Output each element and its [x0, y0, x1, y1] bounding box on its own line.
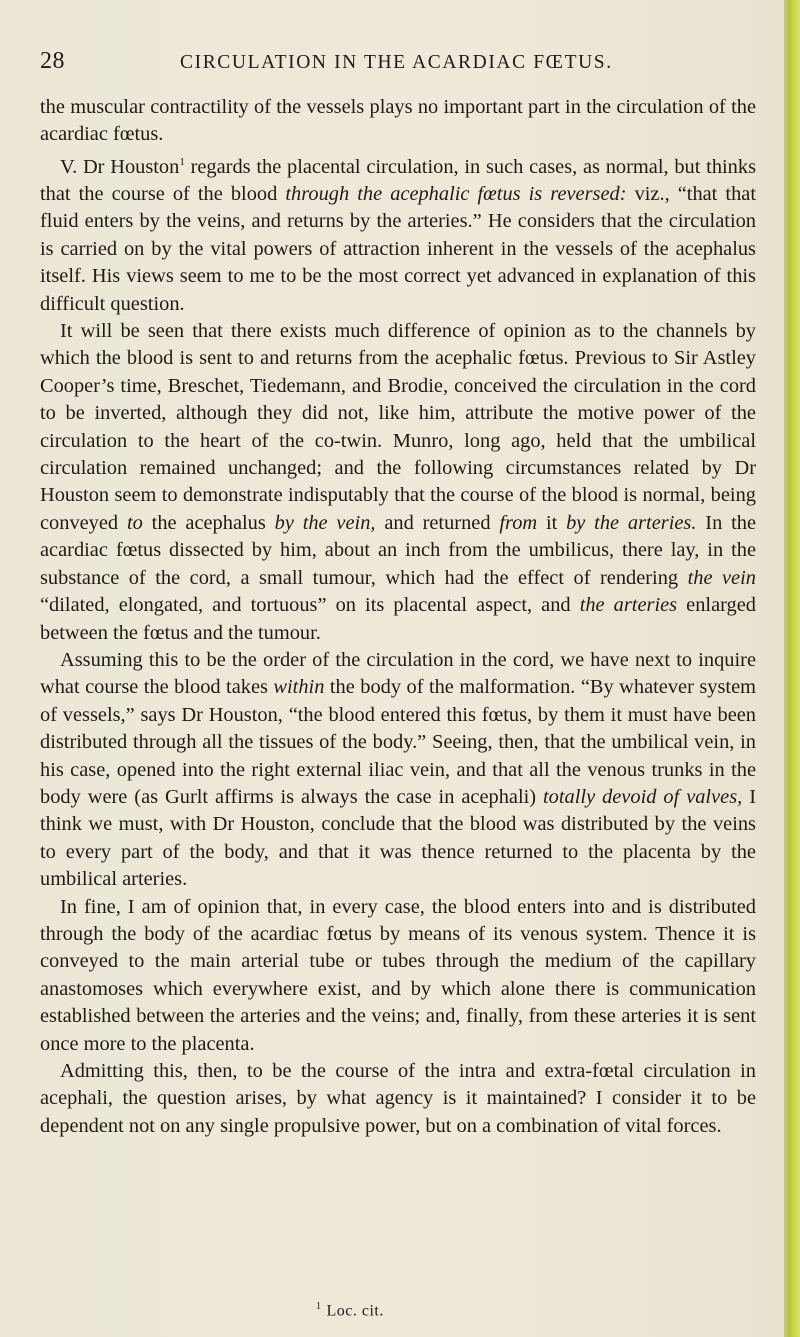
text-run: the acephalus — [142, 511, 275, 534]
text-run: I think we must, with Dr Houston, conclude that the blood was distributed by the veins to every part of the body, and that it was thence returned to the placenta by the umbilical arteries. — [40, 785, 756, 891]
footnote — [316, 1301, 384, 1320]
text-run: the body of the malformation. “By whatever system of vessels,” says Dr Houston, “the blood entered this fœtus, by them it must have been distributed through all the tissues of the body.” Seeing, then, that the umbilical vein, in his case, opened into the right external iliac vein, and that all the venous trunks in the body were (as Gurlt affirms is always the case in acephali) — [40, 676, 756, 808]
body-text — [40, 94, 756, 1140]
text-run: In fine, I am of opinion that, in every case, the blood enters into and is distributed through the body of the acardiac fœtus by means of its venous system. Thence it is conveyed to the main arterial tube or tubes through the medium of the capillary anastomoses which everywhere exist, and by which alone there is communication established between the arteries and the veins; and, finally, from these arteries it is sent once more to the placenta. — [40, 895, 756, 1055]
italic-text: totally devoid of valves, — [543, 785, 743, 808]
italic-text: through the acephalic fœtus is reversed: — [285, 183, 627, 206]
footnote-text: Loc. cit. — [326, 1302, 384, 1320]
paragraph — [40, 149, 756, 318]
text-run: It will be seen that there exists much difference of opinion as to the channels by which the blood is sent to and returns from the acephalic fœtus. Previous to Sir Astley Cooper’s time, Breschet, Tiedemann, and Brodie, conceived the circulation in the cord to be inverted, although they did not, like him, attribute the motive power of the circulation to the heart of the co-twin. Munro, long ago, held that the umbilical circulation remained unchanged; and the following circumstances related by Dr Houston seem to demonstrate indisputably that the course of the blood is normal, being conveyed — [40, 320, 756, 534]
text-run: Admitting this, then, to be the course of the intra and extra-fœtal circulation in acephali, the question arises, by what agency is it maintained? I consider it to be dependent not on any single propulsive power, but on a combination of vital forces. — [40, 1060, 756, 1137]
page-number: 28 — [40, 48, 65, 74]
text-run: regards the placental circulation, in such cases, as normal, but thinks that the course of the blood — [40, 155, 757, 206]
page-header — [40, 48, 760, 78]
text-run: Assuming this to be the order of the circulation in the cord, we have next to inquire what course the blood takes — [40, 648, 756, 699]
text-run: it — [537, 511, 567, 534]
italic-text: by the arteries. — [566, 511, 697, 534]
italic-text: the vein — [687, 566, 756, 589]
text-run: “dilated, elongated, and tortuous” on its placental aspect, and — [40, 594, 580, 617]
text-run: V. Dr Houston — [60, 155, 180, 178]
paragraph — [40, 94, 756, 149]
italic-text: to — [126, 511, 143, 534]
italic-text: within — [273, 676, 325, 699]
italic-text: by the vein, — [274, 511, 376, 534]
running-head: CIRCULATION IN THE ACARDIAC FŒTUS. — [180, 52, 613, 73]
text-run: and returned — [375, 511, 500, 534]
paragraph — [40, 647, 756, 894]
paragraph — [40, 894, 756, 1058]
paragraph — [40, 1058, 756, 1140]
footnote-marker: 1 — [316, 1301, 322, 1312]
paragraph — [40, 318, 756, 647]
page-edge-stain — [784, 0, 800, 1337]
text-run: viz., “that that fluid enters by the veins, and returns by the arteries.” He considers that the circulation is carried on by the vital powers of attraction inherent in the vessels of the acephalus itself. His views seem to me to be the most correct yet advanced in explanation of this difficult question. — [40, 183, 756, 315]
italic-text: from — [499, 511, 538, 534]
text-run: enlarged between the fœtus and the tumour. — [40, 594, 757, 644]
italic-text: the arteries — [579, 594, 678, 617]
text-run: the muscular contractility of the vessels plays no important part in the circulation of the acardiac fœtus. — [40, 96, 756, 146]
footnote-ref: 1 — [179, 155, 185, 168]
text-run: In the acardiac fœtus dissected by him, about an inch from the umbilicus, there lay, in the substance of the cord, a small tumour, which had the effect of rendering — [40, 511, 757, 589]
